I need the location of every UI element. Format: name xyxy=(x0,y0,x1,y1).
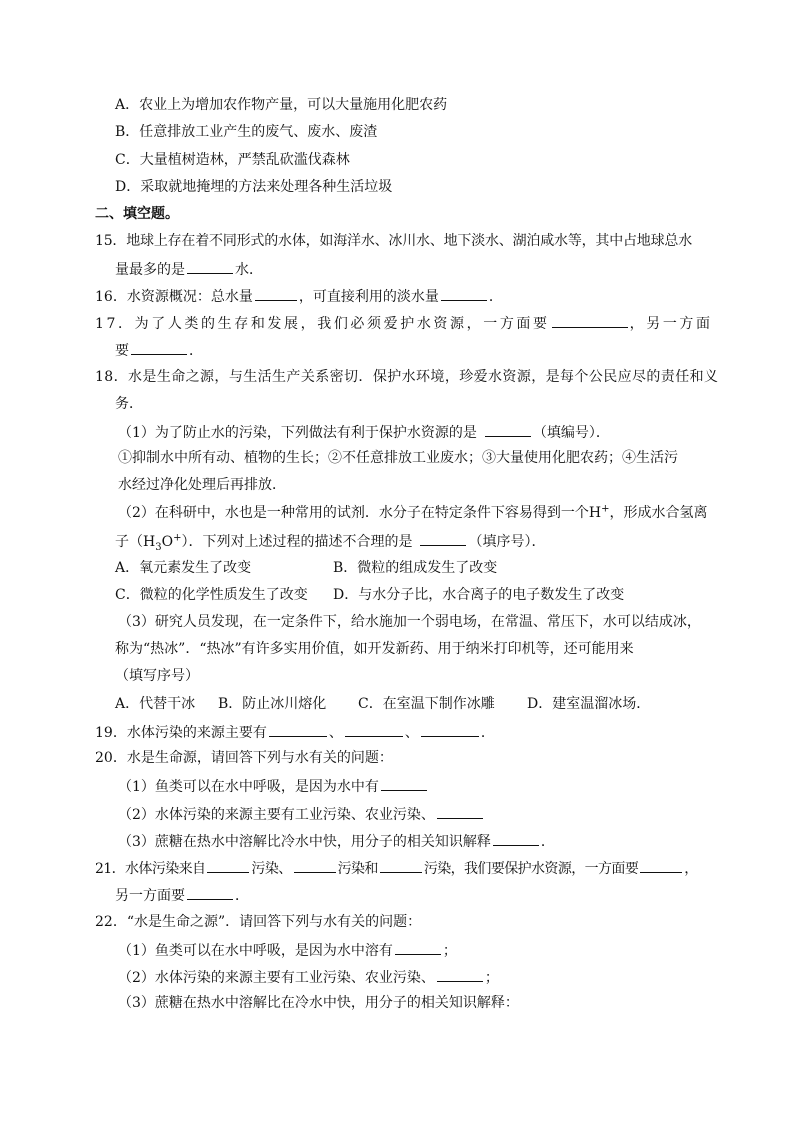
q19-sep-2: 、 xyxy=(404,725,419,741)
q17-text-c: 要 xyxy=(115,343,129,359)
q20-part2-blank[interactable] xyxy=(437,803,483,819)
q21-blank-2[interactable] xyxy=(294,857,336,873)
q18-part1-text-b: （填编号）． xyxy=(532,425,610,441)
q20-title: 20．水是生命源，请回答下列与水有关的问题： xyxy=(95,750,393,766)
q17-line1 xyxy=(95,312,713,334)
q22-title: 22．“水是生命之源”．请回答下列与水有关的问题： xyxy=(95,914,422,930)
q21-blank-4[interactable] xyxy=(640,857,682,873)
q22-part2 xyxy=(118,966,499,988)
q18-part2-option-b: B．微粒的组成发生了改变 xyxy=(333,560,498,576)
q16-text-c: ． xyxy=(488,289,503,305)
q17-text-a: 17．为了人类的生存和发展，我们必须爱护水资源，一方面要 xyxy=(95,316,550,332)
q17-text-d: ． xyxy=(189,343,203,359)
section-title: 二、填空题。 xyxy=(95,206,179,222)
q20-part3-text-b: ． xyxy=(540,834,555,850)
q20-part1-blank[interactable] xyxy=(381,775,427,791)
q22-part2-blank[interactable] xyxy=(437,966,483,982)
q15-blank[interactable] xyxy=(187,258,233,274)
q20-part2 xyxy=(118,803,485,825)
q21-text-d: 污染，我们要保护水资源，一方面要 xyxy=(423,861,639,877)
q18-part2-option-d: D．与水分子比，水合离子的电子数发生了改变 xyxy=(333,587,625,603)
q18-part3-line2: 称为“热冰”．“热冰”有许多实用价值，如开发新药、用于纳米打印机等，还可能用来 xyxy=(115,641,634,657)
q21-blank-5[interactable] xyxy=(187,884,233,900)
q18-part2-option-c: C．微粒的化学性质发生了改变 xyxy=(115,587,308,603)
q14-option-c: C．大量植树造林，严禁乱砍滥伐森林 xyxy=(115,152,350,168)
q18-part2-sup-2: + xyxy=(173,532,182,544)
q22-part2-text-a: （2）水体污染的来源主要有工业污染、农业污染、 xyxy=(118,970,435,986)
q15-line2 xyxy=(115,258,263,280)
q18-part2-sup-1: + xyxy=(601,503,610,515)
q21-line2 xyxy=(115,884,249,906)
q21-text-a: 21．水体污染来自 xyxy=(95,861,206,877)
q22-part1-text-a: （1）鱼类可以在水中呼吸，是因为水中溶有 xyxy=(118,943,393,959)
q18-line1: 18．水是生命之源，与生活生产关系密切．保护水环境，珍爱水资源，是每个公民应尽的责任和义 xyxy=(95,369,719,385)
q16-blank-1[interactable] xyxy=(255,285,297,301)
q18-part3-line3: （填写序号） xyxy=(115,668,199,684)
q18-part3-option-d: D．建室温溜冰场． xyxy=(527,696,651,712)
q18-part1 xyxy=(118,421,610,443)
q18-part1-blank[interactable] xyxy=(485,421,531,437)
q18-line2: 务． xyxy=(115,396,143,412)
q17-line2 xyxy=(115,339,203,361)
q20-part2-text: （2）水体污染的来源主要有工业污染、农业污染、 xyxy=(118,807,435,823)
q21-blank-3[interactable] xyxy=(380,857,422,873)
q18-part2-line1 xyxy=(118,503,708,523)
q18-part3-line1: （3）研究人员发现，在一定条件下，给水施加一个弱电场，在常温、常压下，水可以结成冰， xyxy=(118,614,701,630)
q21-text-f: 另一方面要 xyxy=(115,888,185,904)
q21-text-g: ． xyxy=(235,888,249,904)
q20-part1-text: （1）鱼类可以在水中呼吸，是因为水中有 xyxy=(118,779,379,795)
q22-part1-blank[interactable] xyxy=(395,939,441,955)
q19-blank-1[interactable] xyxy=(269,721,327,737)
q16-text-a: 16．水资源概况：总水量 xyxy=(95,289,253,305)
q18-part2-option-a: A．氧元素发生了改变 xyxy=(115,560,252,576)
q17-blank-2[interactable] xyxy=(131,339,187,355)
q21-text-b: 污染、 xyxy=(251,861,292,877)
q17-text-b: ，另一方面 xyxy=(629,316,713,332)
q19-end: ． xyxy=(480,725,495,741)
q18-part2-text-b: ，形成水合氢离 xyxy=(609,505,708,521)
q20-part3 xyxy=(118,830,555,852)
q19-blank-3[interactable] xyxy=(421,721,479,737)
q16-line xyxy=(95,285,503,307)
q18-part2-text-a: （2）在科研中，水也是一种常用的试剂．水分子在特定条件下容易得到一个H xyxy=(118,505,602,521)
q18-part3-option-c: C．在室温下制作冰雕 xyxy=(358,696,495,712)
q14-option-d: D．采取就地掩埋的方法来处理各种生活垃圾 xyxy=(115,179,393,195)
q20-part1 xyxy=(118,775,429,797)
q19-blank-2[interactable] xyxy=(345,721,403,737)
q19-text: 19．水体污染的来源主要有 xyxy=(95,725,267,741)
q15-text-b: 水． xyxy=(235,262,263,278)
q18-part2-text-c: 子（H xyxy=(115,534,156,550)
q22-part3: （3）蔗糖在热水中溶解比在冷水中快，用分子的相关知识解释： xyxy=(118,995,519,1011)
q14-option-b: B．任意排放工业产生的废气、废水、废渣 xyxy=(115,124,378,140)
q21-line1 xyxy=(95,857,698,879)
q18-part1-text-a: （1）为了防止水的污染，下列做法有利于保护水资源的是 xyxy=(118,425,477,441)
q22-part1-text-b: ； xyxy=(442,943,457,959)
q16-text-b: ，可直接利用的淡水量 xyxy=(298,289,439,305)
q18-part2-text-d: O xyxy=(161,534,174,550)
q18-part2-line2 xyxy=(115,530,545,552)
q20-part3-text-a: （3）蔗糖在热水中溶解比冷水中快，用分子的相关知识解释 xyxy=(118,834,491,850)
q22-part1 xyxy=(118,939,457,961)
q14-option-a: A．农业上为增加农作物产量，可以大量施用化肥农药 xyxy=(115,97,448,113)
q19-sep-1: 、 xyxy=(328,725,343,741)
q16-blank-2[interactable] xyxy=(441,285,487,301)
q22-part2-text-b: ； xyxy=(484,970,499,986)
q17-blank-1[interactable] xyxy=(552,312,628,328)
q18-part3-option-a: A．代替干冰 xyxy=(115,696,196,712)
q15-text-a: 量最多的是 xyxy=(115,262,185,278)
q18-part2-text-e: ）．下列对上述过程的描述不合理的是 xyxy=(181,534,413,550)
q18-part2-sub: 3 xyxy=(155,541,162,553)
q19-line xyxy=(95,721,495,743)
q18-part1-options-2: 水经过净化处理后再排放． xyxy=(118,477,286,493)
q21-blank-1[interactable] xyxy=(207,857,249,873)
q21-text-c: 污染和 xyxy=(337,861,378,877)
q15-line1: 15．地球上存在着不同形式的水体，如海洋水、冰川水、地下淡水、湖泊咸水等，其中占地球总水 xyxy=(95,233,693,249)
q20-part3-blank[interactable] xyxy=(493,830,539,846)
q18-part2-blank[interactable] xyxy=(420,530,466,546)
q18-part1-options-1: ①抑制水中所有动、植物的生长；②不任意排放工业废水；③大量使用化肥农药；④生活污 xyxy=(118,450,678,466)
q18-part3-option-b: B．防止冰川熔化 xyxy=(218,696,327,712)
q21-text-e: ， xyxy=(684,861,698,877)
q18-part2-text-f: （填序号）． xyxy=(468,534,546,550)
